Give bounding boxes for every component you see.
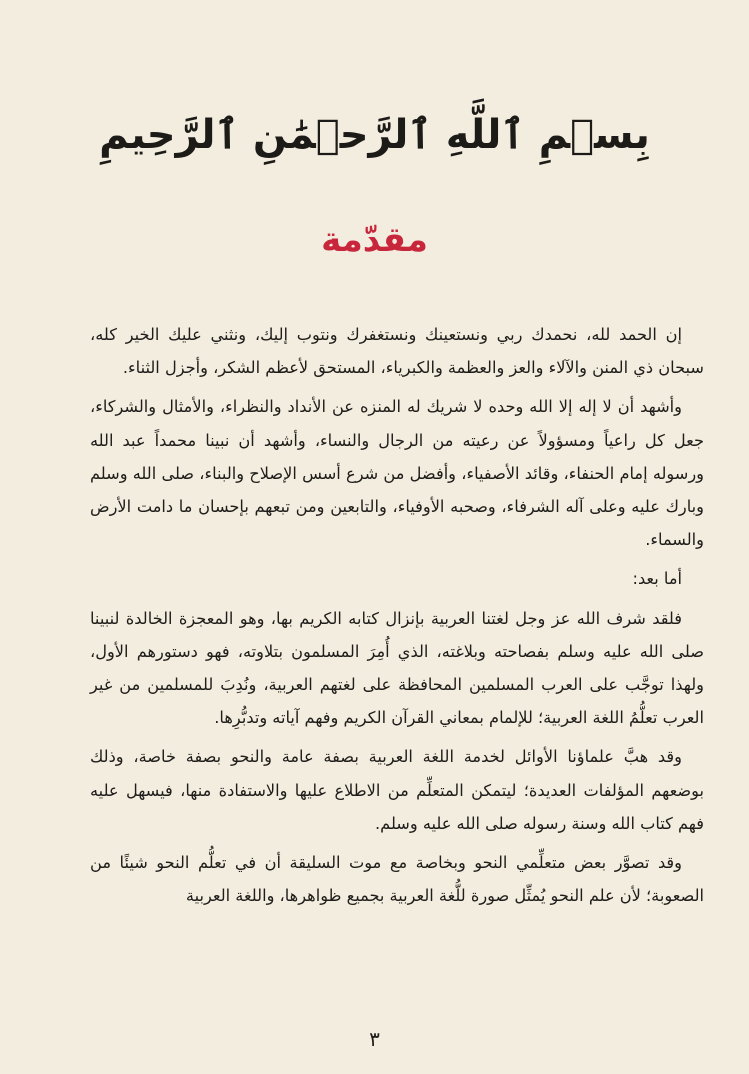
- page-number: ٣: [369, 1027, 380, 1051]
- paragraph-praise: إن الحمد لله، نحمدك ربي ونستعينك ونستغفرك ونتوب إليك، ونثني عليك الخير كله، سبحان ذي المنن والآلاء والعز والعظمة والكبرياء، المستحق لأعظم الشكر، وأجزل الثناء.: [90, 325, 704, 378]
- paragraph-amma-baad: أما بعد:: [632, 569, 682, 589]
- paragraph-scholars: وقد هبَّ علماؤنا الأوائل لخدمة اللغة العربية بصفة عامة والنحو بصفة خاصة، وذلك بوضعهم المؤلفات العديدة؛ ليتمكن المتعلِّم من الاطلاع عليها والاستفادة منها، فيسهل عليه فهم كتاب الله وسنة رسوله صلى الله عليه وسلم.: [90, 747, 704, 833]
- body-text: [90, 318, 704, 918]
- paragraph-testimony: وأشهد أن لا إله إلا الله وحده لا شريك له المنزه عن الأنداد والنظراء، والأمثال والشركاء، جعل كل راعياً ومسؤولاً عن رعيته من الرجال والنساء، وأشهد أن نبينا محمداً عبد الله ورسوله إمام الحنفاء، وقائد الأصفياء، وأفضل من شرع أسس الإصلاح والبناء، صلى الله وسلم وبارك عليه وعلى آله الشرفاء، وصحبه الأوفياء، والتابعين ومن تبعهم بإحسان ما دامت الأرض والسماء.: [90, 397, 704, 550]
- paragraph-arabic-honor: فلقد شرف الله عز وجل لغتنا العربية بإنزال كتابه الكريم بها، وهو المعجزة الخالدة لنبينا صلى الله عليه وسلم بفصاحته وبلاغته، الذي أُمِرَ المسلمون بتلاوته، فهو دستورهم الأول، ولهذا توجَّب على العرب المسلمين المحافظة على لغتهم العربية، ونُدِبَ للمسلمين من غير العرب تعلُّمُ اللغة العربية؛ للإلمام بمعاني القرآن الكريم وفهم آياته وتدبُّرِها.: [90, 608, 704, 728]
- page-title: مقدّمة: [321, 220, 428, 260]
- paragraph-grammar-difficulty: وقد تصوَّر بعض متعلِّمي النحو وبخاصة مع موت السليقة أن في تعلُّم النحو شيئًا من الصعوبة؛ لأن علم النحو يُمثِّل صورة للُّغة العربية بجميع ظواهرها، واللغة العربية: [90, 853, 704, 906]
- basmala-heading: بِسۡمِ ٱللَّهِ ٱلرَّحۡمَٰنِ ٱلرَّحِيمِ: [99, 112, 650, 158]
